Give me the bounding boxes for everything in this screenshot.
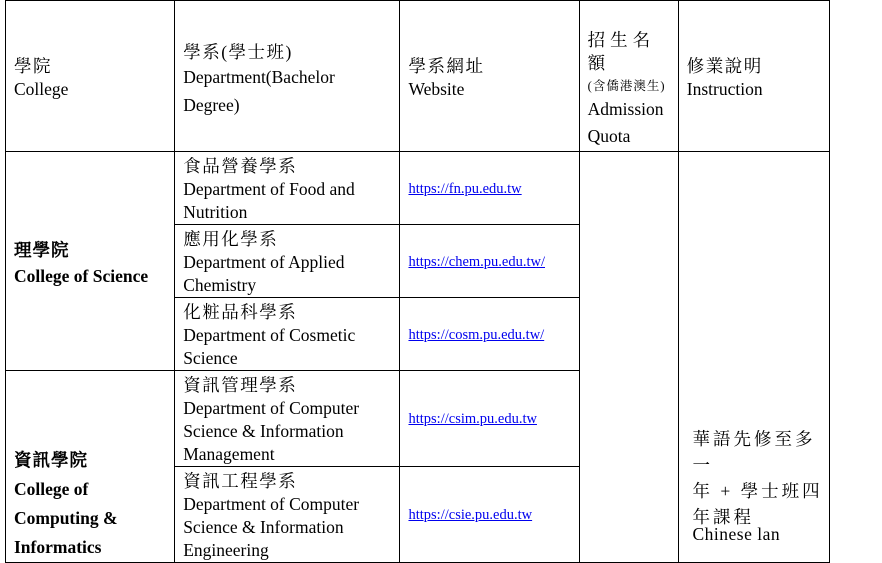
header-quota-en: Admission [587, 99, 664, 119]
dept-information-management [175, 371, 400, 467]
college-computing-en-2: Computing & [14, 508, 118, 528]
header-row [6, 1, 830, 152]
dept-en: Department of Applied [183, 252, 345, 272]
header-college-zh: 學院 [14, 56, 52, 76]
dept-en-2: Science [183, 348, 238, 368]
instruction-en-partial: Chinese lan [692, 523, 781, 544]
dept-en: Department of Food and [183, 179, 355, 199]
website-link-csim[interactable]: https://csim.pu.edu.tw [408, 411, 537, 427]
dept-cosmetic-science [175, 298, 400, 371]
header-quota-zh: 招生名額 [587, 30, 656, 73]
dept-en-2: Science & Information [183, 517, 344, 537]
admission-table [5, 0, 830, 563]
dept-en-3: Management [183, 444, 275, 464]
table-row [6, 152, 830, 225]
header-department-en-2: Degree) [183, 95, 240, 115]
dept-en-2: Nutrition [183, 202, 248, 222]
dept-zh: 資訊工程學系 [183, 471, 298, 491]
dept-en-2: Science & Information [183, 421, 344, 441]
dept-en-2: Chemistry [183, 275, 257, 295]
website-link-cosm[interactable]: https://cosm.pu.edu.tw/ [408, 326, 545, 343]
website-cell [400, 225, 579, 298]
dept-applied-chemistry [175, 225, 400, 298]
college-computing-en-3: Informatics [14, 537, 102, 557]
header-department-en: Department(Bachelor [183, 67, 335, 87]
instruction-line-1: 華語先修至多一 [692, 428, 816, 475]
instruction-cell [678, 152, 829, 563]
header-website-en: Website [408, 79, 465, 99]
website-cell [400, 371, 579, 467]
header-college-en: College [14, 79, 69, 99]
header-website-zh: 學系網址 [408, 56, 485, 76]
dept-en: Department of Cosmetic [183, 325, 356, 345]
dept-zh: 化粧品科學系 [183, 302, 298, 322]
header-college [6, 1, 175, 152]
college-science-zh: 理學院 [14, 239, 70, 260]
dept-food-nutrition [175, 152, 400, 225]
college-science-cell [6, 152, 175, 371]
instruction-line-3: 年課程 [692, 506, 754, 527]
dept-zh: 應用化學系 [183, 229, 279, 249]
dept-zh: 資訊管理學系 [183, 375, 298, 395]
website-link-chem[interactable]: https://chem.pu.edu.tw/ [408, 253, 545, 270]
header-quota-en-2: Quota [587, 126, 631, 146]
dept-zh: 食品營養學系 [183, 156, 298, 176]
website-link-csie[interactable]: https://csie.pu.edu.tw [408, 507, 533, 523]
instruction-text [693, 426, 833, 530]
college-computing-en-1: College of [14, 479, 89, 499]
header-quota-note: (含僑港澳生) [587, 79, 666, 93]
header-website [400, 1, 579, 152]
dept-en: Department of Computer [183, 398, 360, 418]
website-link-fn[interactable]: https://fn.pu.edu.tw [408, 180, 522, 197]
instruction-line-2: 年 + 學士班四 [692, 480, 823, 501]
header-instruction-en: Instruction [686, 79, 763, 99]
dept-information-engineering [175, 467, 400, 563]
dept-en-3: Engineering [183, 540, 269, 560]
header-department [175, 1, 400, 152]
dept-en: Department of Computer [183, 494, 360, 514]
college-science-en: College of Science [14, 265, 149, 286]
header-instruction-zh: 修業說明 [686, 56, 763, 76]
header-quota [579, 1, 678, 152]
quota-cell [579, 152, 678, 563]
website-cell [400, 467, 579, 563]
header-instruction [678, 1, 829, 152]
college-computing-zh: 資訊學院 [14, 450, 88, 470]
website-cell [400, 298, 579, 371]
website-cell [400, 152, 579, 225]
header-department-zh: 學系(學士班) [183, 42, 293, 62]
